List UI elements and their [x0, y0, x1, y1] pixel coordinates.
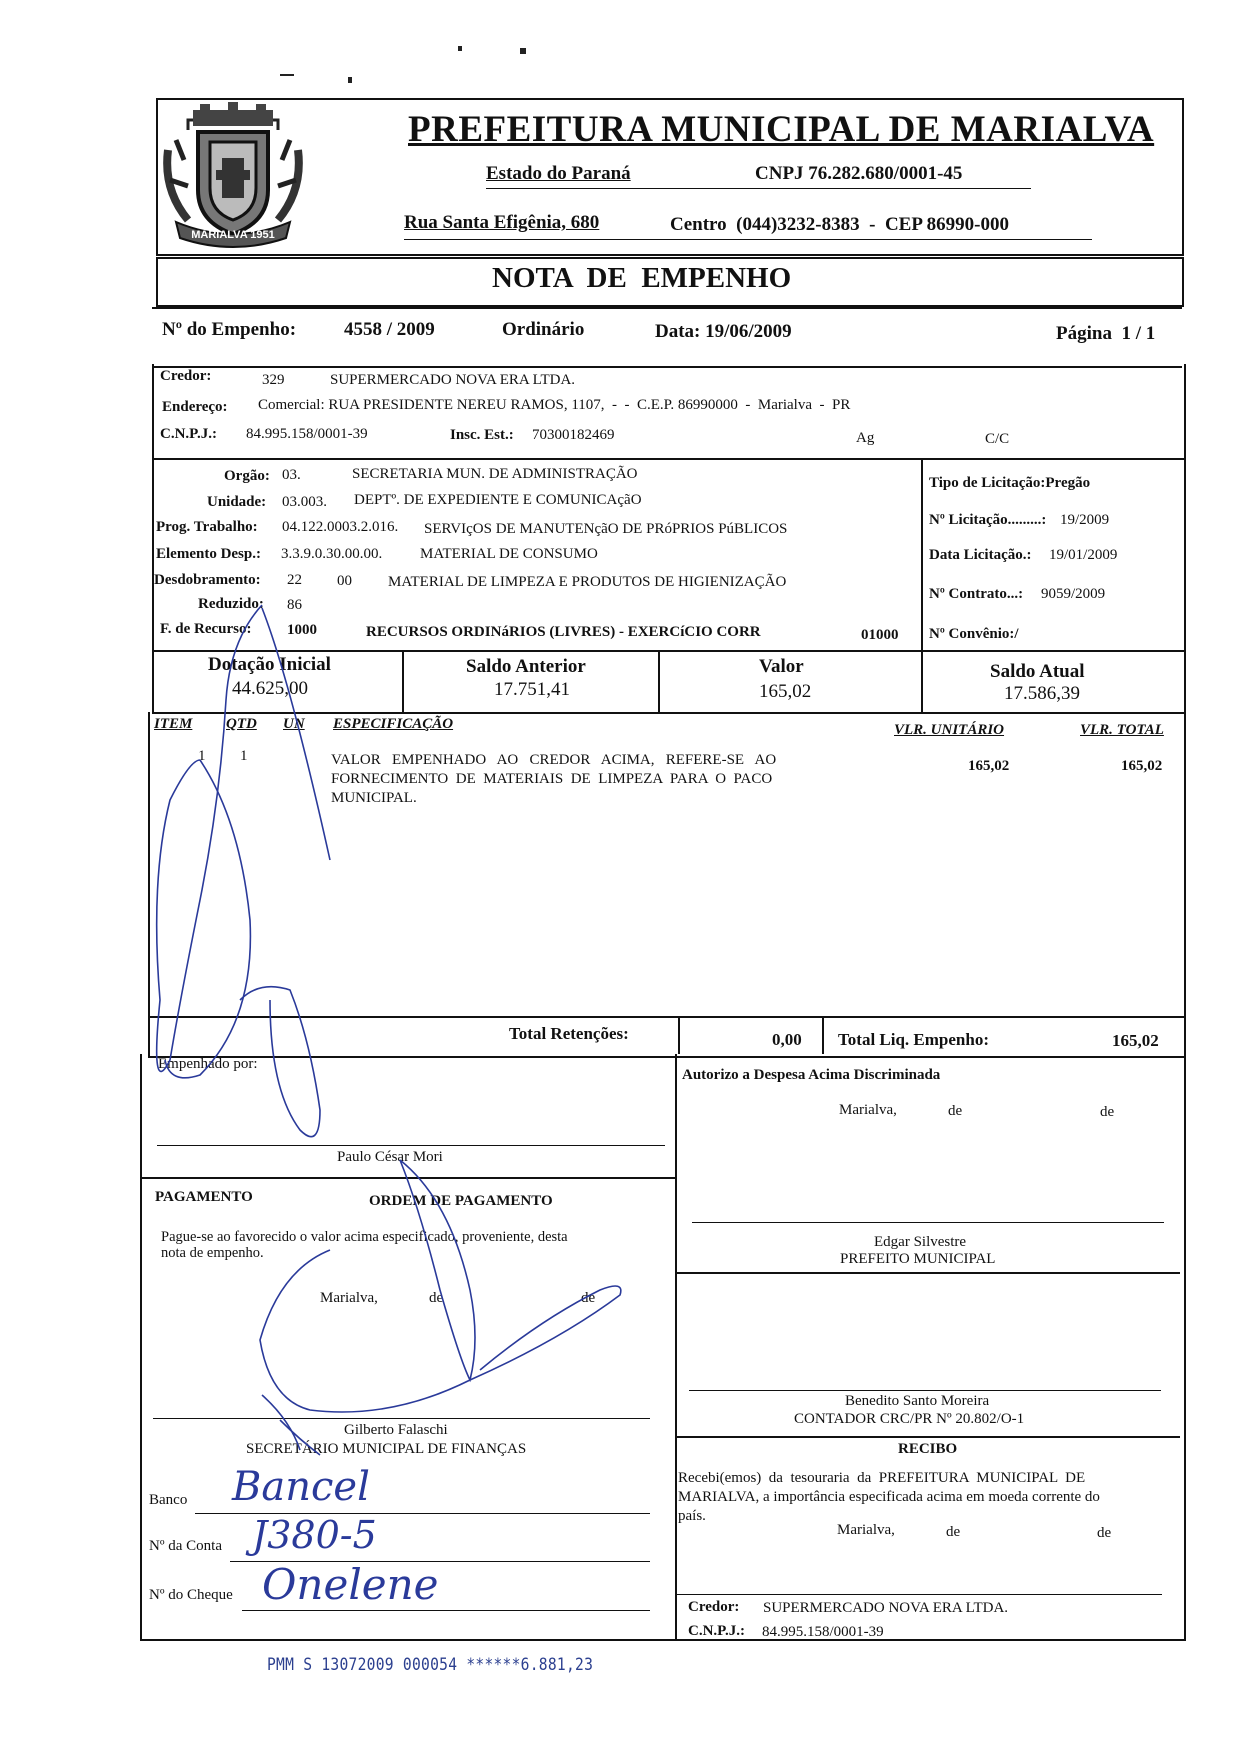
item-total-value: 165,02	[1121, 758, 1163, 774]
dotacao-inicial-label: Dotação Inicial	[208, 654, 331, 675]
totals-divider-2	[822, 1016, 824, 1054]
state-label: Estado do Paraná	[486, 163, 631, 184]
credor-name: SUPERMERCADO NOVA ERA LTDA.	[330, 372, 576, 388]
desdobramento-value: 22	[287, 572, 302, 588]
contador-role: CONTADOR CRC/PR Nº 20.802/O-1	[794, 1411, 1025, 1427]
retencoes-value: 0,00	[772, 1030, 802, 1049]
crest-ribbon-text: MARIALVA 1951	[191, 229, 275, 241]
item-spec-line-3: MUNICIPAL.	[331, 790, 417, 806]
item-spec-line-2: FORNECIMENTO DE MATERIAIS DE LIMPEZA PARA O PACO	[331, 771, 773, 787]
ordem-pagamento-label: ORDEM DE PAGAMENTO	[369, 1193, 553, 1209]
fonte-code: 01000	[861, 627, 899, 643]
desdobramento-label: Desdobramento:	[154, 572, 261, 588]
empenhado-signature-line	[157, 1145, 665, 1146]
contrato-value: 9059/2009	[1041, 586, 1106, 602]
recibo-label: RECIBO	[898, 1441, 958, 1457]
tipo-licitacao: Tipo de Licitação:Pregão	[929, 475, 1091, 491]
empenho-type: Ordinário	[502, 319, 585, 340]
liquido-label: Total Liq. Empenho:	[838, 1030, 989, 1049]
fonte-desc: RECURSOS ORDINáRIOS (LIVRES) - EXERCíCIO CORR	[366, 624, 761, 640]
pagamento-de-2: de	[581, 1290, 596, 1306]
saldos-divider-2	[658, 650, 660, 712]
col-spec: ESPECIFICAÇÃO	[333, 716, 454, 732]
fonte-label: F. de Recurso:	[160, 621, 252, 637]
totals-divider-1	[678, 1016, 680, 1054]
desdobramento-value-2: 00	[337, 573, 352, 589]
unidade-value: 03.003.	[282, 494, 327, 510]
fonte-value: 1000	[287, 622, 317, 638]
bank-stamp: PMM S 13072009 000054 ******6.881,23	[267, 1655, 594, 1675]
contador-name: Benedito Santo Moreira	[845, 1393, 990, 1409]
recibo-signature-line	[676, 1594, 1162, 1595]
recibo-credor-label: Credor:	[688, 1599, 740, 1615]
pagamento-signer-name: Gilberto Falaschi	[344, 1422, 448, 1438]
banco-handwriting: Bancel	[232, 1464, 370, 1510]
pagamento-label: PAGAMENTO	[155, 1189, 253, 1205]
recibo-cnpj: 84.995.158/0001-39	[762, 1624, 884, 1640]
reduzido-value: 86	[287, 597, 302, 613]
recibo-text-1: Recebi(emos) da tesouraria da PREFEITURA MUNICIPAL DE	[678, 1470, 1086, 1486]
scan-mark	[520, 48, 526, 54]
col-unit-value: VLR. UNITÁRIO	[894, 722, 1005, 738]
recibo-de-1: de	[946, 1524, 961, 1540]
conta-handwriting: J380-5	[252, 1513, 377, 1557]
saldos-divider-1	[402, 650, 404, 712]
empenhado-bottom	[142, 1177, 675, 1179]
elemento-desc: MATERIAL DE CONSUMO	[420, 546, 598, 562]
col-un: UN	[283, 716, 305, 732]
header-underline-2	[404, 239, 1092, 240]
contador-signature-line	[689, 1390, 1161, 1391]
pagamento-signer-role: SECRETÁRIO MUNICIPAL DE FINANÇAS	[246, 1441, 527, 1457]
licitacao-date: 19/01/2009	[1049, 547, 1118, 563]
item-spec-line-1: VALOR EMPENHADO AO CREDOR ACIMA, REFERE-SE AO	[331, 752, 777, 768]
header-address: Rua Santa Efigênia, 680	[404, 212, 600, 233]
scan-mark	[348, 77, 352, 83]
conta-label: Nº da Conta	[149, 1538, 222, 1554]
header-underline-1	[486, 188, 1031, 189]
lower-divider	[675, 1054, 677, 1639]
col-qtd: QTD	[226, 716, 257, 732]
agency-label: Ag	[856, 430, 875, 446]
prog-desc: SERVIçOS DE MANUTENçãO DE PRóPRIOS PúBLICOS	[424, 521, 788, 537]
totals-box	[148, 1016, 1186, 1058]
scan-mark	[458, 46, 462, 51]
credor-label: Credor:	[160, 368, 212, 384]
reduzido-label: Reduzido:	[198, 596, 264, 612]
empenho-date: Data: 19/06/2009	[655, 321, 792, 342]
credor-code: 329	[262, 372, 285, 388]
page-title: PREFEITURA MUNICIPAL DE MARIALVA	[408, 109, 1155, 150]
cnpj-header: CNPJ 76.282.680/0001-45	[755, 163, 963, 184]
cheque-handwriting: Onelene	[262, 1560, 439, 1609]
insc-label: Insc. Est.:	[450, 427, 514, 443]
doc-title: NOTA DE EMPENHO	[492, 262, 792, 294]
credor-insc: 70300182469	[532, 427, 615, 443]
empenho-number: 4558 / 2009	[344, 319, 435, 340]
col-total-value: VLR. TOTAL	[1080, 722, 1164, 738]
item-number: 1	[198, 748, 206, 764]
autorizo-signature-line	[692, 1222, 1164, 1223]
prefeito-name: Edgar Silvestre	[874, 1234, 967, 1250]
elemento-value: 3.3.9.0.30.00.00.	[281, 546, 383, 562]
recibo-credor: SUPERMERCADO NOVA ERA LTDA.	[763, 1600, 1009, 1616]
orgao-label: Orgão:	[224, 468, 270, 484]
saldo-anterior-value: 17.751,41	[494, 679, 570, 700]
recibo-text-3: país.	[678, 1508, 706, 1524]
recibo-text-2: MARIALVA, a importância especificada acima em moeda corrente do	[678, 1489, 1100, 1505]
col-item: ITEM	[154, 716, 193, 732]
item-qtd: 1	[240, 748, 248, 764]
licitacao-number-label: Nº Licitação.........:	[929, 512, 1047, 528]
pagamento-signature-line	[153, 1418, 650, 1419]
account-label: C/C	[985, 431, 1010, 447]
pagamento-text-2: nota de empenho.	[161, 1245, 264, 1261]
autorizo-label: Autorizo a Despesa Acima Discriminada	[682, 1067, 941, 1083]
header-address-rest: Centro (044)3232-8383 - CEP 86990-000	[670, 214, 1009, 235]
saldo-atual-value: 17.586,39	[1004, 683, 1080, 704]
scan-mark	[280, 74, 294, 76]
saldo-anterior-label: Saldo Anterior	[466, 656, 586, 677]
cnpj-label: C.N.P.J.:	[160, 426, 217, 442]
credor-cnpj: 84.995.158/0001-39	[246, 426, 368, 442]
empenho-label: Nº do Empenho:	[162, 319, 297, 340]
dotacao-inicial-value: 44.625,00	[232, 678, 308, 699]
convenio-label: Nº Convênio:/	[929, 626, 1019, 642]
pagamento-text-1: Pague-se ao favorecido o valor acima especificado, proveniente, desta	[161, 1229, 568, 1245]
recibo-cnpj-label: C.N.P.J.:	[688, 1623, 745, 1639]
elemento-label: Elemento Desp.:	[156, 546, 261, 562]
cheque-label: Nº do Cheque	[149, 1587, 233, 1603]
address-label: Endereço:	[162, 399, 228, 415]
prog-label: Prog. Trabalho:	[156, 519, 258, 535]
empenhado-label: Empenhado por:	[158, 1056, 258, 1072]
pagamento-de-1: de	[429, 1290, 444, 1306]
contrato-label: Nº Contrato...:	[929, 586, 1024, 602]
recibo-de-2: de	[1097, 1525, 1112, 1541]
retencoes-label: Total Retenções:	[509, 1024, 629, 1043]
unidade-desc: DEPTº. DE EXPEDIENTE E COMUNICAçãO	[354, 492, 642, 508]
orgao-value: 03.	[282, 467, 301, 483]
prog-value: 04.122.0003.2.016.	[282, 519, 399, 535]
licitacao-number: 19/2009	[1060, 512, 1110, 528]
valor-value: 165,02	[759, 681, 812, 702]
autorizo-de-1: de	[948, 1103, 963, 1119]
empenhado-name: Paulo César Mori	[337, 1149, 443, 1165]
unidade-label: Unidade:	[207, 494, 267, 510]
saldo-atual-label: Saldo Atual	[990, 661, 1085, 682]
orgao-desc: SECRETARIA MUN. DE ADMINISTRAÇÃO	[352, 466, 638, 482]
autorizo-place: Marialva,	[839, 1102, 897, 1118]
pagamento-place: Marialva,	[320, 1290, 378, 1306]
cheque-line	[242, 1610, 650, 1611]
desdobramento-desc: MATERIAL DE LIMPEZA E PRODUTOS DE HIGIENIZAÇÃO	[388, 574, 787, 590]
autorizo-bottom	[675, 1272, 1180, 1274]
licitacao-date-label: Data Licitação.:	[929, 547, 1032, 563]
coat-of-arms-icon	[158, 100, 308, 250]
prefeito-role: PREFEITO MUNICIPAL	[840, 1251, 996, 1267]
valor-label: Valor	[759, 656, 804, 677]
page-number: Página 1 / 1	[1056, 323, 1156, 344]
liquido-value: 165,02	[1112, 1031, 1159, 1050]
autorizo-de-2: de	[1100, 1104, 1115, 1120]
item-unit-value: 165,02	[968, 758, 1010, 774]
contador-bottom	[675, 1436, 1180, 1438]
banco-label: Banco	[149, 1492, 188, 1508]
recibo-place: Marialva,	[837, 1522, 895, 1538]
credor-address: Comercial: RUA PRESIDENTE NEREU RAMOS, 1107, - - C.E.P. 86990000 - Marialva - PR	[258, 397, 851, 413]
